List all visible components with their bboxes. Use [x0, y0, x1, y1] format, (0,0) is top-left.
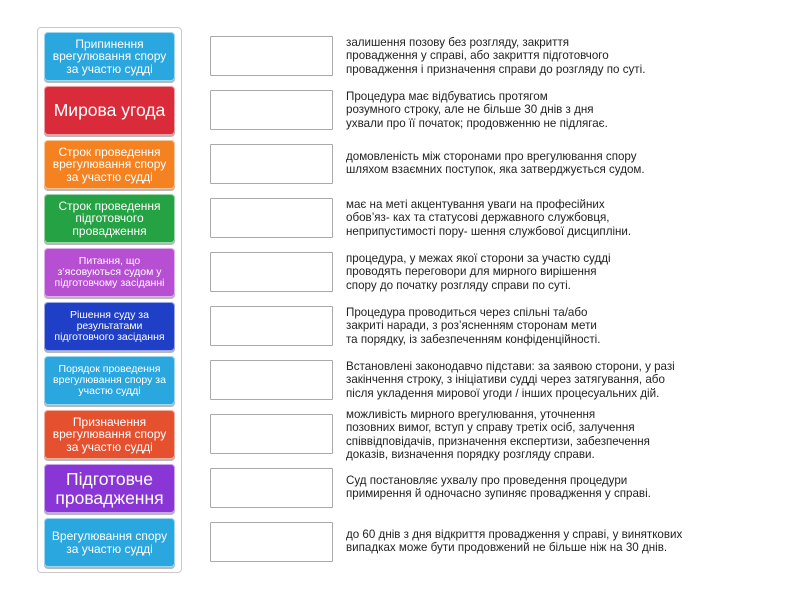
definition-line: спору до початку розгляду справи по суті. — [346, 278, 571, 292]
definition-line: закриті наради, з роз’ясненням сторонам мети — [346, 319, 597, 333]
definition-line: Встановлені законодавчо підстави: за заявою сторони, у разі — [346, 360, 675, 373]
tile-6[interactable] — [44, 302, 175, 351]
definition-line: та порядку, із забезпеченням конфіденційності. — [346, 332, 601, 346]
tile-1[interactable] — [44, 32, 175, 81]
definition-line: випадках може бути продовжений не більше ніж на 30 днів. — [346, 541, 668, 555]
definition-line: неприпустимості пору- шення службової дисципліни. — [346, 224, 632, 238]
definition-line: після укладення мирової угоди / інших процесуальних дій. — [346, 386, 660, 400]
definition-line: провадження і призначення справи до розгляду по суті. — [346, 62, 646, 76]
tile-label: Строк проведення підготовчого провадження — [58, 199, 161, 238]
tile-10[interactable] — [44, 518, 175, 567]
drop-slot-10[interactable] — [210, 522, 333, 562]
definition-line: закінчення строку, з ініціативи судді через затягування, або — [346, 373, 665, 387]
drop-slot-6[interactable] — [210, 306, 333, 346]
definition-line: співвідповідачів, призначення експертизи, забезпечення — [346, 434, 650, 448]
definition-line: розумного строку, але не більше 30 днів з дня — [346, 103, 594, 117]
definition-7 — [346, 360, 756, 400]
definition-line: Процедура проводиться через спільні та/або — [346, 306, 588, 319]
definition-line: має на меті акцентування уваги на професійних — [346, 198, 605, 211]
tile-9[interactable] — [44, 464, 175, 513]
definition-line: процедура, у межах якої сторони за участю судді — [346, 252, 611, 265]
definition-6 — [346, 306, 756, 346]
drop-slot-9[interactable] — [210, 468, 333, 508]
definition-line: залишення позову без розгляду, закриття — [346, 36, 570, 49]
drop-slot-7[interactable] — [210, 360, 333, 400]
definition-1 — [346, 36, 756, 76]
definition-line: Суд постановляє ухвалу про проведення процедури — [346, 474, 628, 487]
definition-line: ухвали про її початок; продовженню не підлягає. — [346, 116, 608, 130]
tile-label: Врегулювання спору за участю судді — [51, 529, 168, 556]
tile-label: Мирова угода — [53, 100, 166, 121]
definition-3 — [346, 150, 756, 177]
definition-5 — [346, 252, 756, 292]
drop-slot-8[interactable] — [210, 414, 333, 454]
definition-line: обов’яз- ках та статусові державного службовця, — [346, 211, 610, 225]
definition-line: доказів, визначення порядку розгляду справи. — [346, 447, 595, 461]
drop-slot-2[interactable] — [210, 90, 333, 130]
definition-line: Процедура має відбуватись протягом — [346, 90, 548, 103]
definition-line: провадження у справі, або закриття підготовчого — [346, 49, 609, 63]
definition-4 — [346, 198, 756, 238]
tile-4[interactable] — [44, 194, 175, 243]
tile-7[interactable] — [44, 356, 175, 405]
definition-line: позовних вимог, вступ у справу третіх осіб, залучення — [346, 421, 635, 435]
tile-label: Призначення врегулювання спору за участю судді — [52, 415, 167, 454]
definition-line: примирення й одночасно зупиняє провадження у справі. — [346, 487, 651, 501]
tile-2[interactable] — [44, 86, 175, 135]
tile-5[interactable] — [44, 248, 175, 297]
definition-line: до 60 днів з дня відкриття провадження у справі, у виняткових — [346, 528, 683, 541]
tile-label: Питання, що з’ясовуються судом у підготовчому засіданні — [54, 255, 165, 289]
tile-3[interactable] — [44, 140, 175, 189]
definition-line: можливість мирного врегулювання, уточнення — [346, 408, 596, 421]
tile-8[interactable] — [44, 410, 175, 459]
tile-label: Строк проведення врегулювання спору за участю судді — [52, 145, 167, 184]
definition-line: домовленість між сторонами про врегулювання спору — [346, 150, 637, 163]
definition-2 — [346, 90, 756, 130]
definition-9 — [346, 474, 756, 501]
drop-slot-3[interactable] — [210, 144, 333, 184]
tile-label: Підготовче провадження — [55, 468, 164, 508]
definition-10 — [346, 528, 756, 555]
tile-label: Порядок проведення врегулювання спору за участю судді — [53, 363, 166, 397]
drop-slot-5[interactable] — [210, 252, 333, 292]
definition-line: проводять переговори для мирного вирішення — [346, 265, 597, 279]
drop-slot-4[interactable] — [210, 198, 333, 238]
definition-8 — [346, 408, 756, 461]
tile-label: Рішення суду за результатами підготовчого засідання — [54, 309, 165, 343]
drop-slot-1[interactable] — [210, 36, 333, 76]
tile-label: Припинення врегулювання спору за участю судді — [52, 37, 167, 76]
definition-line: шляхом взаємних поступок, яка затверджується судом. — [346, 163, 645, 177]
